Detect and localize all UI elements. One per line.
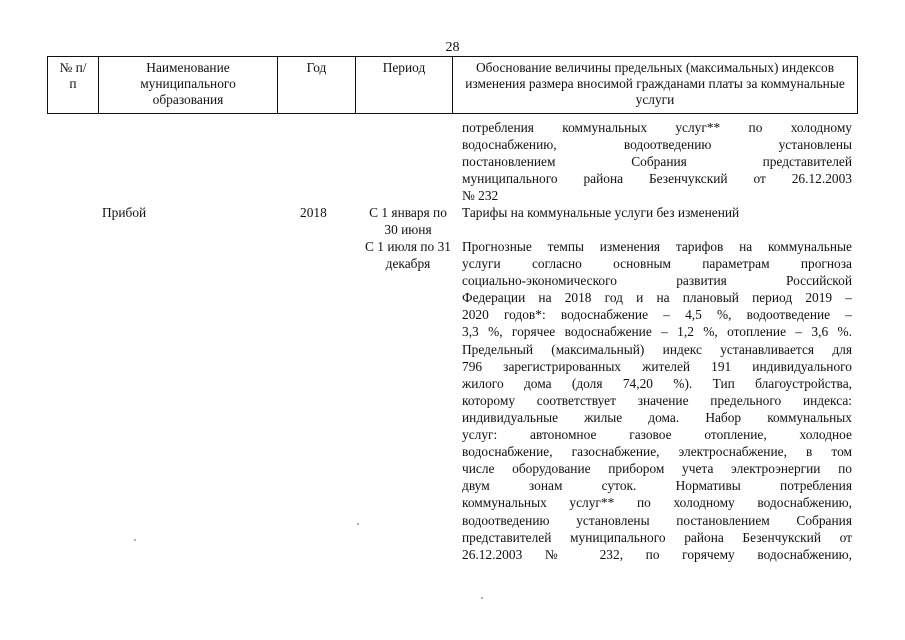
table-header <box>47 56 858 114</box>
text-line: числе оборудование прибором учета электроэнергии по <box>462 461 852 477</box>
text-line: представителей муниципального района Безенчукский от <box>462 529 852 545</box>
row-period-2: С 1 июля по 31 декабря <box>365 239 451 272</box>
text-line: 796 зарегистрированных жителей 191 индивидуального <box>462 358 852 374</box>
text-line: которому соответствует значение предельного индекса: <box>462 392 852 408</box>
text-line: муниципального района Безенчукский от 26.12.2003 <box>462 171 852 187</box>
text-line: водоотведению установлены постановлением Собрания <box>462 512 852 528</box>
text-line: жилого дома (доля 74,20 %). Тип благоустройства, <box>462 375 852 391</box>
text-line: № 232 <box>462 188 499 204</box>
text-line: 3,3 %, горячее водоснабжение – 1,2 %, отопление – 3,6 %. <box>462 324 852 340</box>
scan-speck <box>134 539 136 541</box>
page-number: 28 <box>445 40 460 55</box>
row-year: 2018 <box>300 205 327 220</box>
header-num: № п/п <box>48 57 99 114</box>
text-line: постановлением Собрания представителей <box>462 154 852 170</box>
text-line: Федерации на 2018 год и на плановый период 2019 – <box>462 290 852 306</box>
scan-speck <box>357 523 359 525</box>
row-basis-2 <box>462 238 852 563</box>
header-basis: Обоснование величины предельных (максимальных) индексов изменения размера вносимой гражданами платы за коммунальные услуги <box>453 57 858 114</box>
scan-speck <box>481 597 483 599</box>
text-line: услуги согласно основным параметрам прогноза <box>462 256 852 272</box>
text-line: водоснабжение, газоснабжение, электроснабжение, в том <box>462 444 852 460</box>
text-line: Предельный (максимальный) индекс устанавливается для <box>462 341 852 357</box>
text-line: 26.12.2003 № 232, по горячему водоснабжению, <box>462 546 852 562</box>
text-line: индивидуальные жилые дома. Набор коммунальных <box>462 409 852 425</box>
header-period: Период <box>356 57 453 114</box>
row-basis-1: Тарифы на коммунальные услуги без изменений <box>462 205 740 220</box>
text-line: 2020 годов*: водоснабжение – 4,5 %, водоотведение – <box>462 307 852 323</box>
header-name: Наименование муниципального образования <box>99 57 278 114</box>
row-name: Прибой <box>102 205 147 220</box>
text-line: водоснабжению, водоотведению установлены <box>462 137 852 153</box>
text-line: коммунальных услуг** по холодному водоснабжению, <box>462 495 852 511</box>
text-line: Прогнозные темпы изменения тарифов на коммунальные <box>462 239 852 254</box>
text-line: потребления коммунальных услуг** по холодному <box>462 120 852 135</box>
header-year: Год <box>278 57 356 114</box>
text-line: двум зонам суток. Нормативы потребления <box>462 478 852 494</box>
continuation-text <box>462 119 852 204</box>
row-period-1: С 1 января по 30 июня <box>369 205 447 238</box>
text-line: услуг: автономное газовое отопление, холодное <box>462 427 852 443</box>
text-line: социально-экономического развития Российской <box>462 273 852 289</box>
